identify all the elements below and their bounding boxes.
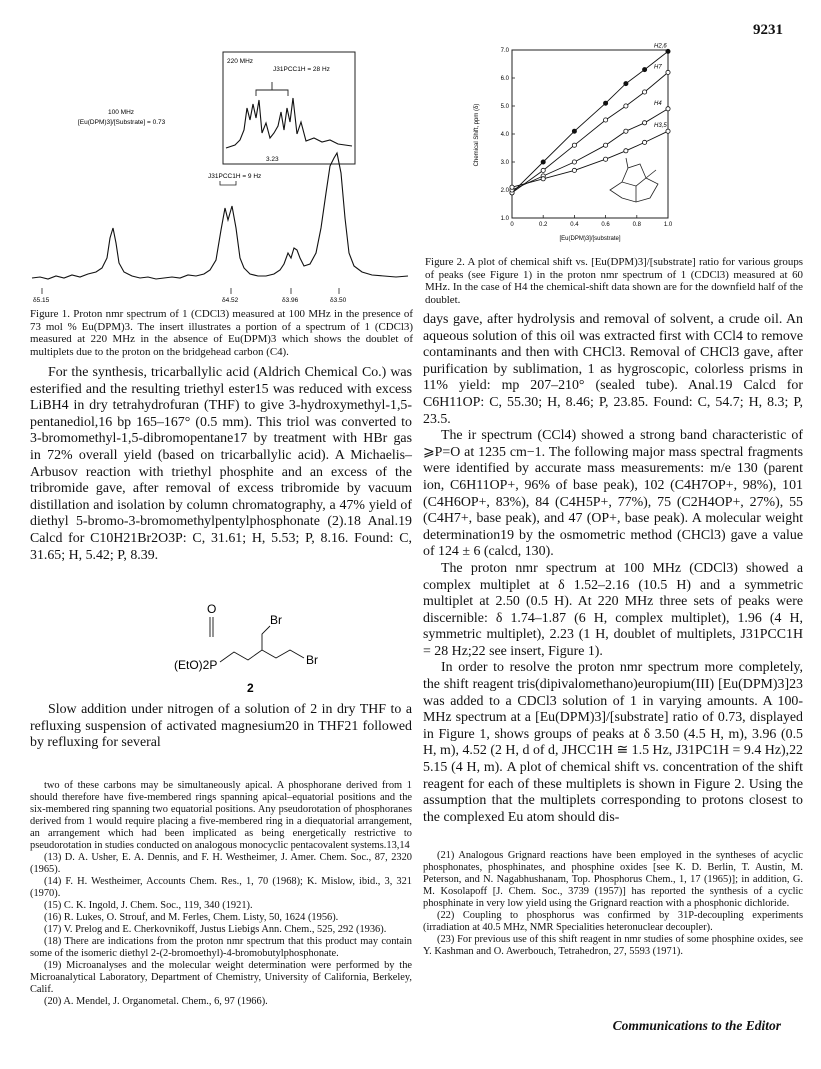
figure1-side-freq: 100 MHz	[108, 109, 135, 116]
data-point	[572, 160, 576, 164]
y-tick-label: 4.0	[500, 132, 509, 138]
footnote-15: (15) C. K. Ingold, J. Chem. Soc., 119, 340 (1921).	[44, 900, 253, 911]
figure2-ylabel: Chemical Shift, ppm (δ)	[474, 103, 480, 167]
x-tick-label: 1.0	[663, 222, 673, 228]
figure2-caption: Figure 2. A plot of chemical shift vs. [Eu(DPM)3]/[substrate] ratio for various groups of peaks (see Figure 1) in the proton nmr spectrum of 1 (CDCl3) measured at 60 MHz. In the case of H4 the chemical-shift data shown are for the downfield half of the doublet.	[425, 256, 803, 307]
structure-2-br-top: Br	[270, 613, 282, 627]
figure1-tick-515: δ5.15	[33, 297, 50, 304]
data-point	[604, 101, 608, 105]
structure-2	[170, 592, 330, 696]
y-tick-label: 2.0	[500, 188, 509, 194]
data-point	[541, 168, 545, 172]
right-footnotes	[423, 850, 803, 958]
y-tick-label: 5.0	[500, 104, 509, 110]
x-tick-label: 0	[510, 222, 514, 228]
data-point	[604, 157, 608, 161]
data-point	[666, 49, 670, 53]
footnote-20: (20) A. Mendel, J. Organometal. Chem., 6, 97 (1966).	[44, 996, 268, 1007]
data-point	[572, 143, 576, 147]
x-tick-label: 0.6	[601, 222, 610, 228]
series-label: H2,6	[654, 43, 667, 50]
figure2-molecule-inset	[610, 158, 658, 202]
figure1-j-small: J31PCC1H = 9 Hz	[208, 173, 262, 180]
data-point	[643, 68, 647, 72]
data-point	[666, 107, 670, 111]
footnote-14: (14) F. H. Westheimer, Accounts Chem. Res., 1, 70 (1968); K. Mislow, ibid., 3, 321 (1970).	[30, 876, 412, 899]
left-column	[30, 365, 412, 564]
footnote-22: (22) Coupling to phosphorus was confirmed by 31P-decoupling experiments (irradiation at 40.5 MHz, NMR Specialities heteronuclear decoupler).	[423, 910, 803, 933]
right-paragraph-1: days gave, after hydrolysis and removal of solvent, a crude oil. An aqueous solution of this oil was extracted first with CCl4 to remove contaminants and then with CHCl3. Removal of CHCl3 gave, after purification by sublimation, 1 as hygroscopic, colorless prisms in 11% yield: mp 207–210° (sealed tube). Anal.19 Calcd for C6H11OP: C, 55.30; H, 8.46; P, 23.85. Found: C, 54.7; H, 8.3; P, 23.5.	[423, 312, 803, 427]
footnote-21: (21) Analogous Grignard reactions have been employed in the syntheses of acyclic phosphonates, phosphinates, and phosphine oxides [see K. D. Berlin, T. Austin, M. Peterson, and N. Nagabhushanam, Top. Phosphorus Chem., 1, 17 (1965)]; in addition, G. M. Kosolapoff [J. Chem. Soc., 3739 (1957)] has reported the synthesis of a cyclic phosphinate in very low yield using the Grignard reaction with a phosphonic dichloride.	[423, 850, 803, 909]
footnote-16: (16) R. Lukes, O. Strouf, and M. Ferles, Chem. Listy, 50, 1624 (1956).	[44, 912, 339, 923]
data-point	[604, 118, 608, 122]
data-point	[666, 70, 670, 74]
x-tick-label: 0.8	[632, 222, 641, 228]
right-paragraph-2: The ir spectrum (CCl4) showed a strong band characteristic of ⩾P=O at 1235 cm−1. The following major mass spectral fragments were identified by accurate mass measurements: m/e 130 (parent ion, C6H11OP+, 96% of base peak), 102 (C4H7OP+, 98%), 101 (C4H6OP+, 83%), 84 (C4H5P+, 77%), 75 (C2H4OP+, 27%), 55 (C4H7+, base peak), and 47 (OP+, base peak). A molecular weight determination19 by the osmometric method (CHCl3) gave a value of 124 ± 6 (calcd, 130).	[423, 428, 803, 560]
right-paragraph-4: In order to resolve the proton nmr spectrum more completely, the shift reagent tris(dipivalomethano)europium(III) [Eu(DPM)3]23 was added to a CDCl3 solution of 1 in varying amounts. A 100-MHz spectrum at a [Eu(DPM)3]/[substrate] ratio of 0.73, displayed in Figure 1, shows groups of peaks at δ 3.50 (4.5 H, m), 3.96 (0.5 H, m), 4.52 (2 H, d of d, JHCC1H ≅ 1.5 Hz, J31PC1H = 9.4 Hz),22 5.15 (4 H, m). A plot of chemical shift vs. concentration of the shift reagent for each of these multiplets is shown in Figure 2. Using the assumption that the multiplets corresponding to protons closest to the complexed Eu atom should dis-	[423, 660, 803, 825]
left-paragraph-1: For the synthesis, tricarballylic acid (Aldrich Chemical Co.) was esterified and the resulting triethyl ester15 was reduced with excess LiBH4 in dry tetrahydrofuran (THF) to give 3-hydroxymethyl-1,5-pentanediol,16 bp 165–167° (0.5 mm). This triol was converted to 3-bromomethyl-1,5-dibromopentane17 by treatment with HBr gas in 72% overall yield (based on tricarballylic acid). A Michaelis–Arbusov reaction with triethyl phosphite and an excess of the tribromide gave, after removal of excess tribromide by vacuum distillation and isolation by column chromatography, a 47% yield of diethyl 5-bromo-3-bromomethylpentylphosphonate (2).18 Anal.19 Calcd for C10H21Br2O3P: C, 31.61; H, 5.53; P, 8.16. Found: C, 31.65; H, 5.42; P, 8.39.	[30, 365, 412, 563]
right-column	[423, 312, 803, 826]
series-label: H3,5	[654, 123, 667, 130]
figure1-insert-bracket	[256, 82, 288, 96]
page-number: 9231	[753, 22, 783, 38]
series-label: H4	[654, 100, 662, 107]
left-footnotes	[30, 780, 412, 1008]
data-point	[643, 140, 647, 144]
structure-2-label: 2	[247, 681, 254, 695]
footnote-19: (19) Microanalyses and the molecular weight determination were performed by the Microanalytical Laboratory, Department of Chemistry, University of California, Berkeley, Calif.	[30, 960, 412, 995]
figure1-insert-j: J31PCC1H = 28 Hz	[273, 66, 330, 73]
y-tick-label: 6.0	[500, 76, 509, 82]
figure1-insert-freq: 220 MHz	[227, 58, 254, 65]
structure-2-br-right: Br	[306, 653, 318, 667]
footnote-23: (23) For previous use of this shift reagent in nmr studies of some phosphine oxides, see Y. Kashman and O. Awerbouch, Tetrahedron, 27, 5593 (1971).	[423, 934, 803, 957]
footnote-13: (13) D. A. Usher, E. A. Dennis, and F. H. Westheimer, J. Amer. Chem. Soc., 87, 2320 (1965).	[30, 852, 412, 875]
figure1-tick-350: δ3.50	[330, 297, 347, 304]
data-point	[572, 129, 576, 133]
data-point	[541, 177, 545, 181]
data-point	[572, 168, 576, 172]
structure-2-oxygen: O	[207, 602, 217, 616]
footnote-17: (17) V. Prelog and E. Cherkovnikoff, Justus Liebigs Ann. Chem., 525, 292 (1936).	[44, 924, 387, 935]
data-point	[643, 90, 647, 94]
left-paragraph-2: Slow addition under nitrogen of a solution of 2 in dry THF to a refluxing suspension of activated magnesium20 in THF21 followed by refluxing for several	[30, 702, 412, 751]
figure1-insert-trace	[226, 98, 352, 148]
figure1-caption: Figure 1. Proton nmr spectrum of 1 (CDCl3) measured at 100 MHz in the presence of 73 mol % Eu(DPM)3. The insert illustrates a portion of a spectrum of 1 (CDCl3) measured at 220 MHz in the absence of Eu(DPM)3 which shows the doublet of multiplets due to the proton on the bridgehead carbon (C4).	[30, 308, 413, 359]
data-point	[541, 160, 545, 164]
data-point	[604, 143, 608, 147]
figure1-side-ratio: [Eu(DPM)3]/[Substrate] = 0.73	[78, 119, 166, 126]
footnote-18: (18) There are indications from the proton nmr spectrum that this product may contain some of the isomeric diethyl 2-(2-bromoethyl)-4-bromobutylphosphonate.	[30, 936, 412, 959]
data-point	[624, 129, 628, 133]
y-tick-label: 1.0	[500, 216, 509, 222]
series-label: H7	[654, 64, 662, 71]
y-tick-label: 3.0	[500, 160, 509, 166]
data-point	[624, 104, 628, 108]
figure1-insert-center: 3.23	[266, 156, 279, 163]
x-tick-label: 0.4	[570, 222, 579, 228]
figure1-spectrum-trace	[32, 153, 408, 279]
data-point	[643, 121, 647, 125]
figure1-tick-396: δ3.96	[282, 297, 299, 304]
x-tick-label: 0.2	[539, 222, 548, 228]
figure2-chart	[470, 40, 675, 245]
right-paragraph-3: The proton nmr spectrum at 100 MHz (CDCl3) showed a complex multiplet at δ 1.52–2.16 (10.5 H) and a symmetric multiplet at 2.50 (0.5 H). At 220 MHz three sets of peaks were discernible: δ 1.74–1.87 (6 H, complex multiplet), 1.96 (4 H, symmetric multiplet), 2.23 (1 H, doublet of multiplets, J31PCC1H = 28 Hz;22 see insert, Figure 1).	[423, 560, 803, 659]
figure2-xlabel: [Eu(DPM)3]/[substrate]	[559, 236, 621, 242]
figure1-spectrum	[30, 38, 415, 310]
footnote-continued: two of these carbons may be simultaneously apical. A phosphorane derived from 1 should therefore have five-membered rings spanning apical–equatorial positions and the six-membered ring spanning two equatorial positions. Any pseudorotation of phosphoranes derived from 1 would require placing a five-membered ring in a diequatorial arrangement, an arrangement which had been implicated as being energetically restrictive to pseudorotation in studies conducted on analogous monocyclic pentacovalent systems.13,14	[30, 780, 412, 851]
left-column-continued	[30, 702, 412, 752]
data-point	[624, 82, 628, 86]
journal-section-footer: Communications to the Editor	[612, 1018, 781, 1033]
figure2-plot-frame	[512, 50, 668, 218]
data-point	[624, 149, 628, 153]
structure-2-eto: (EtO)2P	[174, 658, 218, 672]
figure1-tick-452: δ4.52	[222, 297, 239, 304]
y-tick-label: 7.0	[500, 48, 509, 54]
data-point	[510, 185, 514, 189]
data-point	[666, 129, 670, 133]
